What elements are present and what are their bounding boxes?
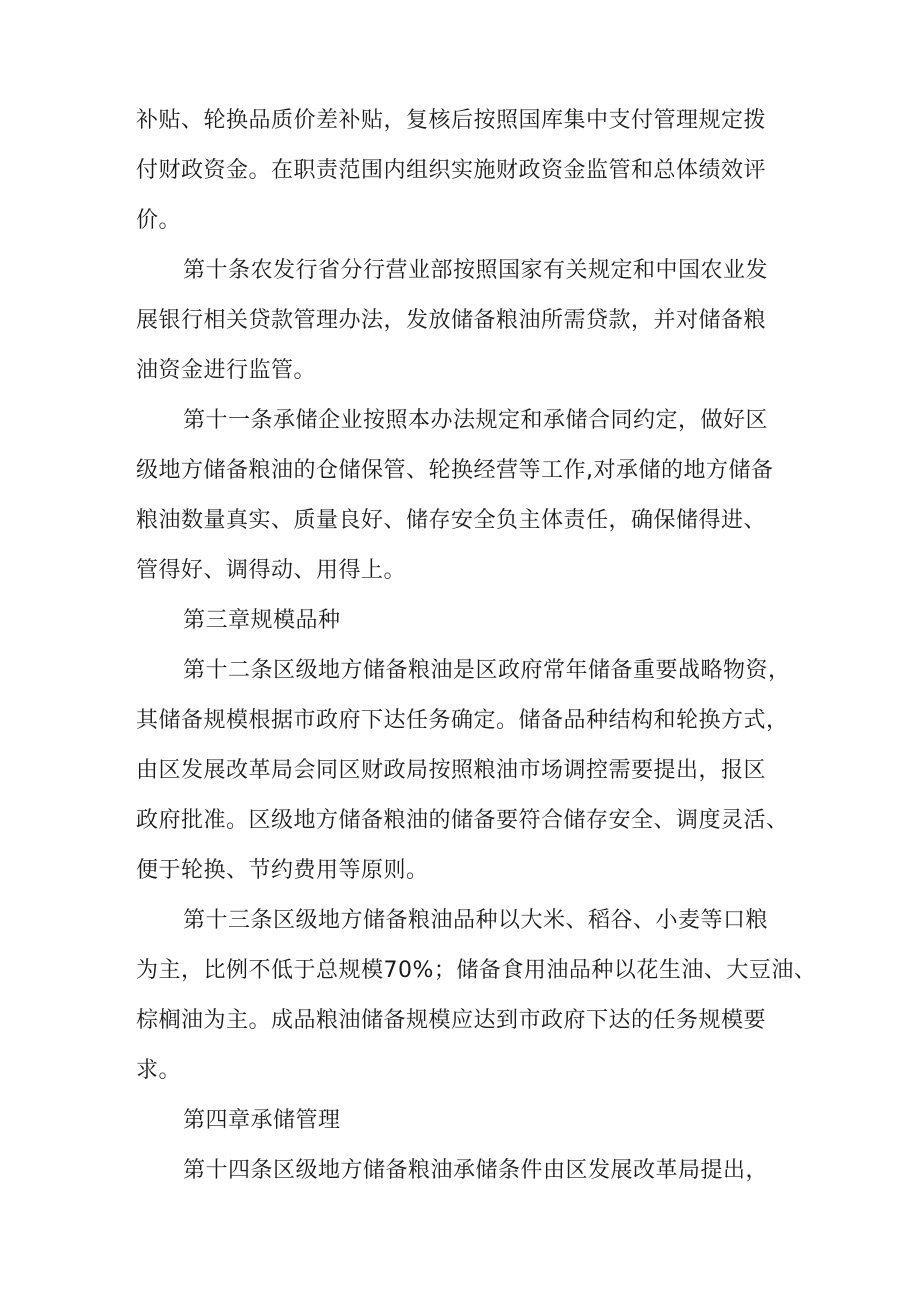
paragraph-line: 由区发展改革局会同区财政局按照粮油市场调控需要提出，报区 (136, 758, 767, 783)
paragraph-line: 其储备规模根据市政府下达任务确定。储备品种结构和轮换方式， (136, 708, 789, 733)
article-11-line: 第十一条承储企业按照本办法规定和承储合同约定，做好区 (183, 408, 769, 433)
paragraph-line: 管得好、调得动、用得上。 (136, 558, 407, 583)
paragraph-line: 价。 (136, 208, 182, 233)
article-12-line: 第十二条区级地方储备粮油是区政府常年储备重要战略物资， (183, 658, 791, 683)
article-14-line: 第十四条区级地方储备粮油承储条件由区发展改革局提出， (183, 1158, 769, 1183)
paragraph-line: 为主，比例不低于总规模70%；储备食用油品种以花生油、大豆油、 (136, 958, 817, 983)
article-13-line: 第十三条区级地方储备粮油品种以大米、稻谷、小麦等口粮 (183, 908, 769, 933)
article-10-line: 第十条农发行省分行营业部按照国家有关规定和中国农业发 (183, 258, 769, 283)
paragraph-line: 展银行相关贷款管理办法，发放储备粮油所需贷款，并对储备粮 (136, 308, 767, 333)
paragraph-line: 补贴、轮换品质价差补贴，复核后按照国库集中支付管理规定拨 (136, 108, 767, 133)
paragraph-line: 求。 (136, 1058, 182, 1083)
chapter-4-heading: 第四章承储管理 (183, 1108, 341, 1133)
paragraph-line: 政府批准。区级地方储备粮油的储备要符合储存安全、调度灵活、 (136, 808, 789, 833)
paragraph-line: 粮油数量真实、质量良好、储存安全负主体责任，确保储得进、 (136, 508, 767, 533)
paragraph-line: 便于轮换、节约费用等原则。 (136, 858, 429, 883)
paragraph-line: 棕榈油为主。成品粮油储备规模应达到市政府下达的任务规模要 (136, 1008, 767, 1033)
chapter-3-heading: 第三章规模品种 (183, 608, 341, 633)
paragraph-line: 付财政资金。在职责范围内组织实施财政资金监管和总体绩效评 (136, 158, 767, 183)
paragraph-line: 油资金进行监管。 (136, 358, 317, 383)
paragraph-line: 级地方储备粮油的仓储保管、轮换经营等工作,对承储的地方储备 (136, 458, 774, 483)
